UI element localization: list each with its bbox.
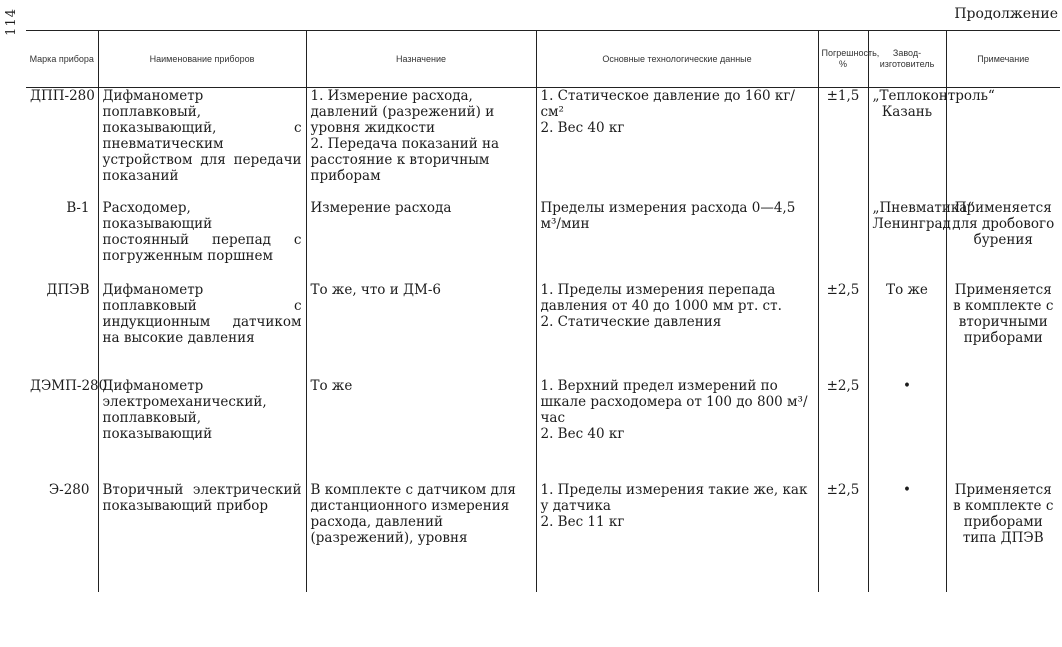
data-line: 2. Вес 40 кг [540, 120, 625, 136]
cell-maker: То же [868, 282, 946, 378]
cell-purpose [306, 88, 536, 201]
cell-data [536, 88, 818, 201]
cell-accuracy [818, 200, 868, 282]
cell-note [946, 378, 1060, 482]
data-line: 2. Вес 40 кг [540, 426, 625, 442]
cell-note: Применяется в комплекте с приборами типа ДПЭВ [946, 482, 1060, 592]
purpose-line: 1. Измерение расхода, давлений (разрежений) и уровня жидкости [310, 88, 495, 136]
cell-purpose [306, 200, 536, 282]
table-row [26, 200, 1060, 282]
cell-maker: • [868, 482, 946, 592]
cell-accuracy: ±1,5 [818, 88, 868, 201]
header-mark: Марка прибора [26, 31, 98, 88]
table-row [26, 282, 1060, 378]
data-line: 1. Пределы измерения перепада давления от 40 до 1000 мм рт. ст. [540, 282, 782, 314]
cell-mark: В-1 [66, 200, 90, 216]
data-line: 1. Верхний предел измерений по шкале расходомера от 100 до 800 м³/час [540, 378, 808, 426]
header-data: Основные технологические данные [536, 31, 818, 88]
purpose-line: Измерение расхода [310, 200, 452, 216]
cell-note [946, 88, 1060, 201]
cell-name: Дифманометр поплавковый, показывающий, с пневматическим устройством для передачи показаний [98, 88, 306, 201]
cell-mark: ДПЭВ [46, 282, 90, 298]
purpose-line: То же [310, 378, 353, 394]
continuation-label: Продолжение [954, 6, 1058, 22]
cell-purpose [306, 282, 536, 378]
purpose-line: 2. Передача показаний на расстояние к вторичным приборам [310, 136, 500, 184]
cell-mark: ДЭМП-280 [30, 378, 108, 394]
cell-data [536, 200, 818, 282]
cell-maker: „Пневматика“ Ленинград [868, 200, 946, 282]
table-header-row [26, 31, 1060, 88]
data-line: 1. Пределы измерения такие же, как у датчика [540, 482, 808, 514]
cell-purpose [306, 378, 536, 482]
cell-note: Применяется в комплекте с вторичными приборами [946, 282, 1060, 378]
header-name: Наименование приборов [98, 31, 306, 88]
cell-mark: Э-280 [48, 482, 90, 498]
header-maker: Завод-изготовитель [868, 31, 946, 88]
header-note: Примечание [946, 31, 1060, 88]
cell-name: Расходомер, показывающий постоянный перепад с погруженным поршнем [98, 200, 306, 282]
instrument-table [26, 30, 1060, 592]
data-line: Пределы измерения расхода 0—4,5 м³/мин [540, 200, 796, 232]
data-line: 2. Вес 11 кг [540, 514, 625, 530]
header-purpose: Назначение [306, 31, 536, 88]
header-accuracy: Погрешность, % [818, 31, 868, 88]
cell-accuracy: ±2,5 [818, 378, 868, 482]
cell-purpose [306, 482, 536, 592]
data-line: 1. Статическое давление до 160 кг/см² [540, 88, 795, 120]
cell-data [536, 282, 818, 378]
table-row [26, 482, 1060, 592]
cell-note: Применяется для дробового бурения [946, 200, 1060, 282]
cell-maker: „Теплоконтроль“ Казань [868, 88, 946, 201]
cell-maker: • [868, 378, 946, 482]
table-row [26, 378, 1060, 482]
cell-data [536, 378, 818, 482]
data-line: 2. Статические давления [540, 314, 722, 330]
page-number: 114 [4, 8, 19, 36]
cell-accuracy: ±2,5 [818, 482, 868, 592]
cell-accuracy: ±2,5 [818, 282, 868, 378]
cell-name: Дифманометр поплавковый с индукционным датчиком на высокие давления [98, 282, 306, 378]
cell-data [536, 482, 818, 592]
purpose-line: В комплекте с датчиком для дистанционного измерения расхода, давлений (разрежений), уровня [310, 482, 516, 546]
purpose-line: То же, что и ДМ-6 [310, 282, 441, 298]
table-row [26, 88, 1060, 201]
cell-mark: ДПП-280 [30, 88, 95, 104]
cell-name: Дифманометр электромеханический, поплавковый, показывающий [98, 378, 306, 482]
cell-name: Вторичный электрический показывающий прибор [98, 482, 306, 592]
